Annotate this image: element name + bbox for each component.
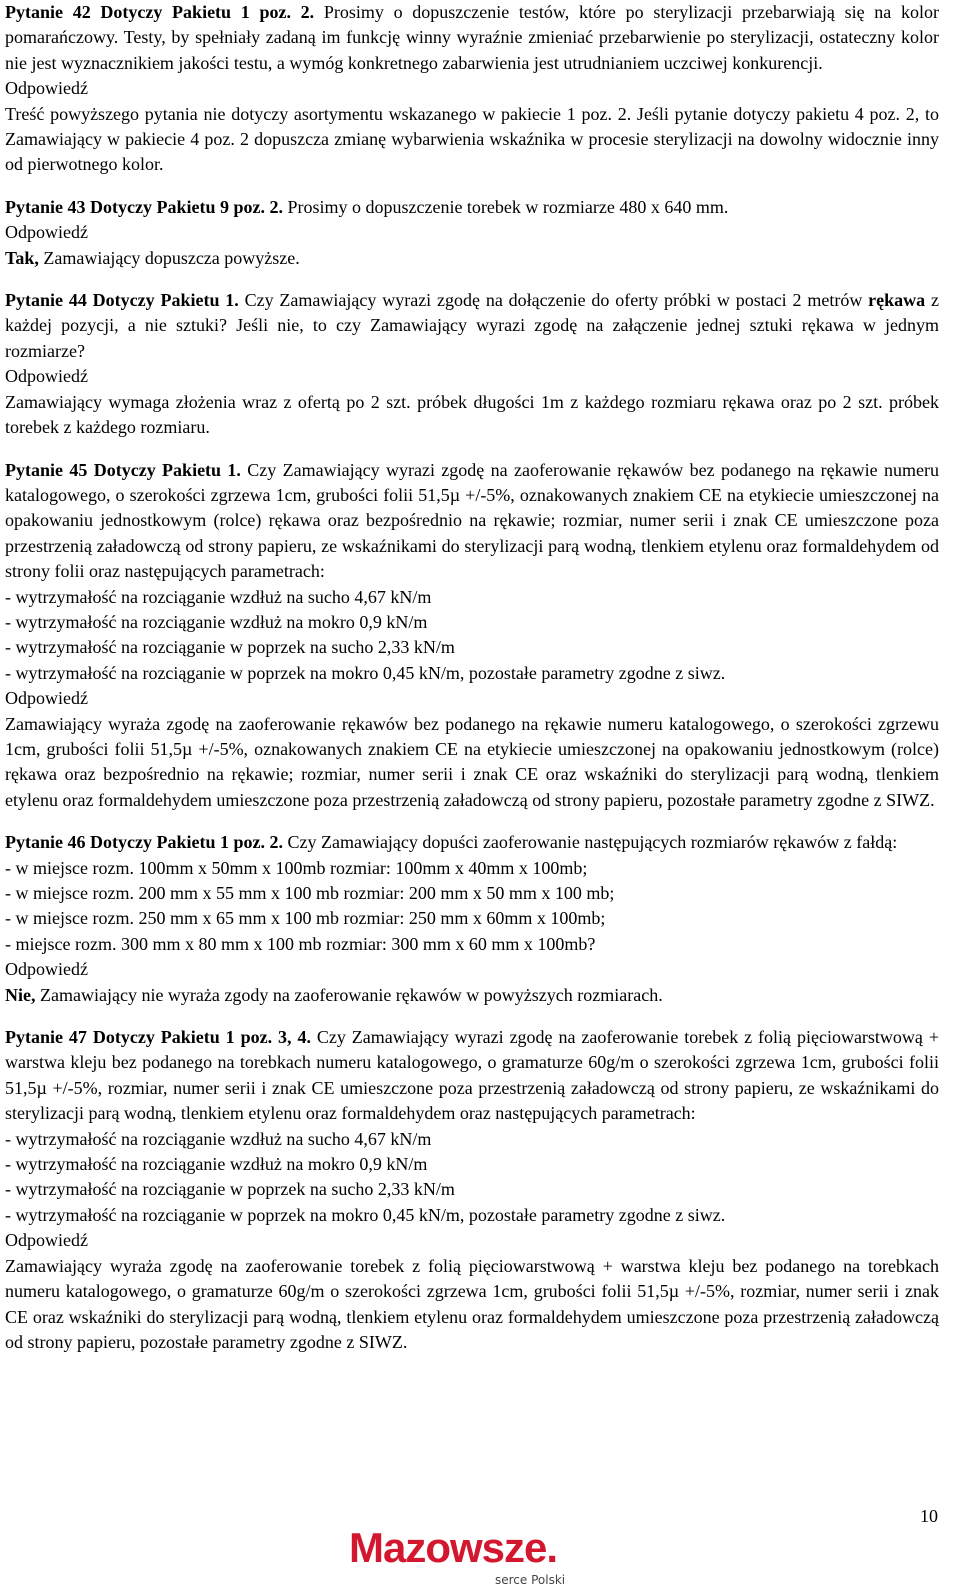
question-46-heading: Pytanie 46 Dotyczy Pakietu 1 poz. 2.	[5, 832, 283, 853]
logo-wordmark: Mazowsze.	[349, 1524, 558, 1571]
question-46-size-4: - miejsce rozm. 300 mm x 80 mm x 100 mb rozmiar: 300 mm x 60 mm x 100mb?	[5, 933, 596, 954]
answer-46-text	[5, 983, 939, 1008]
question-46-size-2: - w miejsce rozm. 200 mm x 55 mm x 100 mb rozmiar: 200 mm x 50 mm x 100 mb;	[5, 883, 615, 903]
answer-47-label: Odpowiedź	[5, 1230, 88, 1251]
answer-42-label: Odpowiedź	[5, 78, 88, 99]
question-block-45	[5, 458, 939, 814]
question-46-text	[5, 830, 939, 855]
question-block-44	[5, 288, 939, 440]
question-45-param-3: - wytrzymałość na rozciąganie w poprzek na sucho 2,33 kN/m	[5, 637, 455, 658]
answer-47-text: Zamawiający wyraża zgodę na zaoferowanie torebek z folią pięciowarstwową + warstwa kleju bez podanego na torebkach numeru katalogowego, o gramaturze 60g/m o szerokości zgrzewa 1cm, grubości folii 51,5µ +/-5%, rozmiar, numer serii i znak CE oraz wskaźniki do sterylizacji parą wodną, tlenkiem etylenu oraz formaldehydem umieszczone poza przestrzenią załadowczą od strony papieru, pozostałe parametry zgodne z SIWZ.	[5, 1255, 939, 1352]
mazowsze-logo	[345, 1518, 585, 1596]
question-44-emphasis: rękawa	[868, 290, 926, 311]
answer-44-text: Zamawiający wymaga złożenia wraz z ofertą po 2 szt. próbek długości 1m z każdego rozmiaru rękawa oraz po 2 szt. próbek torebek z każdego rozmiaru.	[5, 391, 939, 438]
question-block-46	[5, 830, 939, 1008]
question-46-body: Czy Zamawiający dopuści zaoferowanie następujących rozmiarów rękawów z fałdą:	[282, 832, 898, 853]
question-45-param-4: - wytrzymałość na rozciąganie w poprzek na mokro 0,45 kN/m, pozostałe parametry zgodne z siwz.	[5, 662, 726, 683]
question-block-47	[5, 1025, 939, 1355]
question-43-heading: Pytanie 43 Dotyczy Pakietu 9 poz. 2.	[5, 196, 283, 217]
question-42-body: Prosimy o dopuszczenie testów, które po sterylizacji przebarwiają się na kolor pomarańczowy. Testy, by spełniały zadaną im funkcję winny wyraźnie zmieniać przebarwienie po sterylizacji, ostateczny kolor nie jest wyznacznikiem jakości testu, a wymóg konkretnego zabarwienia jest utrudnianiem uczciwej konkurencji.	[5, 2, 939, 73]
question-46-size-3: - w miejsce rozm. 250 mm x 65 mm x 100 mb rozmiar: 250 mm x 60mm x 100mb;	[5, 908, 606, 929]
question-block-43	[5, 195, 939, 271]
question-47-body: Czy Zamawiający wyrazi zgodę na zaoferowanie torebek z folią pięciowarstwową + warstwa kleju bez podanego na torebkach numeru katalogowego, o gramaturze 60g/m o szerokości zgrzewa 1cm, grubości folii 51,5µ +/-5%, rozmiar, numer serii i znak CE umieszczone poza przestrzenią załadowczą od strony papieru, ze wskaźnikami do sterylizacji parą wodną, tlenkiem etylenu oraz formaldehydem oraz następujących parametrach:	[5, 1027, 940, 1124]
question-44-text	[5, 288, 939, 364]
answer-45-text: Zamawiający wyraża zgodę na zaoferowanie rękawów bez podanego na rękawie numeru katalogowego, o szerokości zgrzewu 1cm, grubości folii 51,5µ +/-5%, oznakowanych znakiem CE na etykiecie umieszczonej na opakowaniu jednostkowym (rolce) rękawa oraz bezpośrednio na rękawie; rozmiar, numer serii i znak CE oraz wskaźniki do sterylizacji parą wodną, tlenkiem etylenu oraz formaldehydem umieszczone poza przestrzenią załadowczą od strony papieru, pozostałe parametry zgodne z SIWZ.	[5, 713, 939, 810]
question-47-param-1: - wytrzymałość na rozciąganie wzdłuż na sucho 4,67 kN/m	[5, 1128, 432, 1149]
answer-45-label: Odpowiedź	[5, 688, 88, 709]
question-43-body: Prosimy o dopuszczenie torebek w rozmiarze 480 x 640 mm.	[282, 196, 729, 217]
question-47-param-3: - wytrzymałość na rozciąganie w poprzek na sucho 2,33 kN/m	[5, 1179, 455, 1200]
answer-46-lead: Nie,	[5, 984, 36, 1005]
question-47-heading: Pytanie 47 Dotyczy Pakietu 1 poz. 3, 4.	[5, 1027, 311, 1048]
document-body	[5, 0, 939, 1372]
question-47-param-4: - wytrzymałość na rozciąganie w poprzek na mokro 0,45 kN/m, pozostałe parametry zgodne z siwz.	[5, 1204, 726, 1225]
logo-tagline: serce Polski	[495, 1573, 566, 1587]
question-42-text	[5, 0, 939, 76]
page-number: 10	[920, 1506, 938, 1526]
answer-46-label: Odpowiedź	[5, 959, 88, 980]
question-47-text	[5, 1025, 939, 1127]
question-46-size-1: - w miejsce rozm. 100mm x 50mm x 100mb rozmiar: 100mm x 40mm x 100mb;	[5, 857, 588, 878]
question-43-text	[5, 195, 939, 220]
question-45-param-1: - wytrzymałość na rozciąganie wzdłuż na sucho 4,67 kN/m	[5, 586, 432, 607]
question-44-heading: Pytanie 44 Dotyczy Pakietu 1.	[5, 290, 239, 311]
question-block-42	[5, 0, 939, 178]
question-47-param-2: - wytrzymałość na rozciąganie wzdłuż na mokro 0,9 kN/m	[5, 1154, 428, 1175]
question-45-text	[5, 458, 939, 585]
question-44-body-a: Czy Zamawiający wyrazi zgodę na dołączenie do oferty próbki w postaci 2 metrów	[238, 290, 869, 311]
answer-43-text	[5, 246, 939, 271]
question-45-heading: Pytanie 45 Dotyczy Pakietu 1.	[5, 459, 241, 480]
answer-46-body: Zamawiający nie wyraża zgody na zaoferowanie rękawów w powyższych rozmiarach.	[35, 984, 663, 1005]
question-44-body-b: z każdej pozycji, a nie sztuki? Jeśli nie, to czy Zamawiający wyrazi zgodę na załączenie jednej sztuki rękawa w jednym rozmiarze?	[5, 290, 939, 361]
mazowsze-logo-mark	[345, 1518, 585, 1574]
question-45-param-2: - wytrzymałość na rozciąganie wzdłuż na mokro 0,9 kN/m	[5, 611, 428, 632]
question-42-heading: Pytanie 42 Dotyczy Pakietu 1 poz. 2.	[5, 2, 315, 22]
answer-43-label: Odpowiedź	[5, 222, 88, 243]
answer-43-body: Zamawiający dopuszcza powyższe.	[38, 247, 300, 268]
answer-42-text: Treść powyższego pytania nie dotyczy asortymentu wskazanego w pakiecie 1 poz. 2. Jeśli pytanie dotyczy pakietu 4 poz. 2, to Zamawiający w pakiecie 4 poz. 2 dopuszcza zmianę wybarwienia wskaźnika w procesie sterylizacji na dowolny widocznie inny od pierwotnego kolor.	[5, 103, 939, 175]
answer-44-label: Odpowiedź	[5, 366, 88, 387]
answer-43-lead: Tak,	[5, 247, 39, 268]
question-45-body: Czy Zamawiający wyrazi zgodę na zaoferowanie rękawów bez podanego na rękawie numeru katalogowego, o szerokości zgrzewa 1cm, grubości folii 51,5µ +/-5%, oznakowanych znakiem CE na etykiecie umieszczonej na opakowaniu jednostkowym (rolce) rękawa oraz bezpośrednio na rękawie; rozmiar, numer serii i znak CE umieszczone poza przestrzenią załadowczą od strony papieru, ze wskaźnikami do sterylizacji parą wodną, tlenkiem etylenu oraz formaldehydem od strony folii oraz następujących parametrach:	[5, 459, 939, 582]
